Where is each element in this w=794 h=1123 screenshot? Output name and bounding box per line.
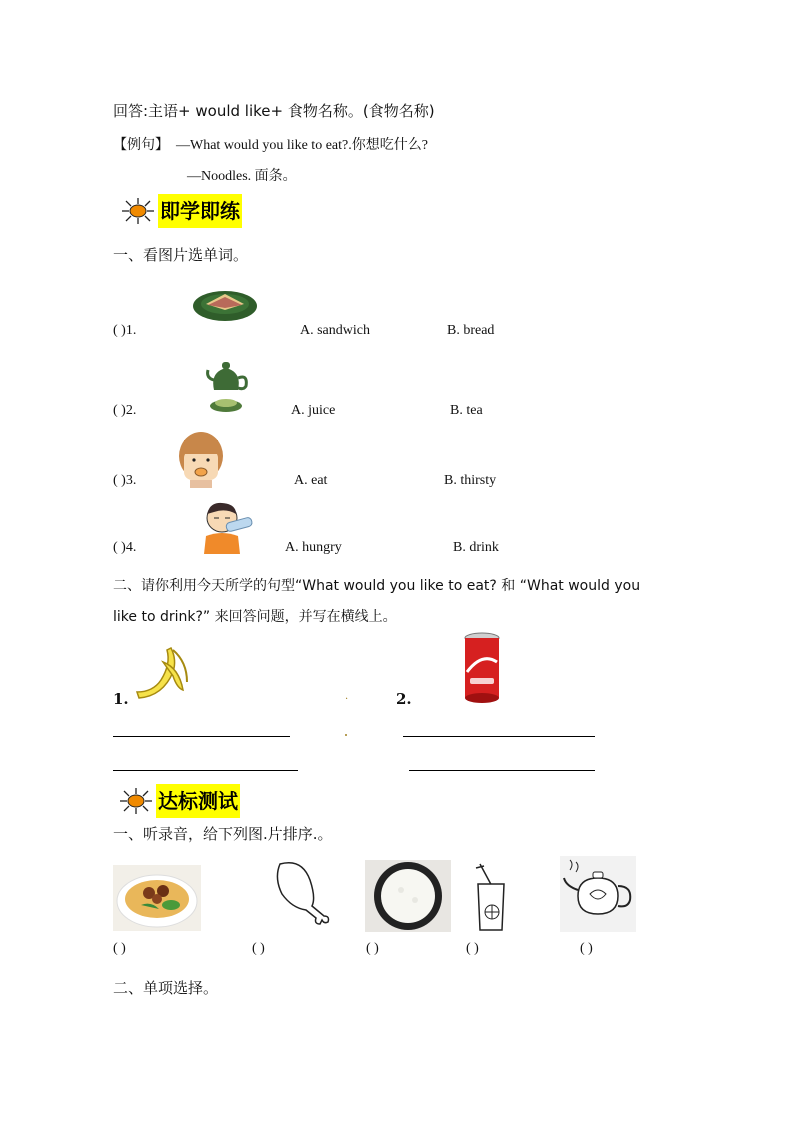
item1-option-a: A. sandwich bbox=[300, 323, 370, 338]
item3-option-b: B. thirsty bbox=[444, 473, 497, 488]
listening-heading: 一、听录音，给下列图.片排序.。 bbox=[113, 825, 333, 843]
order-blank-3[interactable]: ( ) bbox=[366, 941, 379, 956]
item1-number: ( )1. bbox=[113, 323, 137, 338]
section-banner-practice bbox=[118, 194, 242, 228]
grammar-answer-line: 回答:主语+ would like+ 食物名称。(食物名称) bbox=[113, 102, 435, 120]
cola-can-icon bbox=[462, 632, 502, 704]
order-blank-2[interactable]: ( ) bbox=[252, 941, 265, 956]
part2-heading-line2: like to drink?” 来回答问题，并写在横线上。 bbox=[113, 609, 397, 625]
answer-line-1b[interactable] bbox=[113, 770, 298, 771]
item2-number: ( )2. bbox=[113, 403, 137, 418]
girl-eating-icon bbox=[176, 430, 226, 488]
noodles-icon bbox=[113, 865, 201, 931]
stray-dot-mark bbox=[345, 734, 347, 736]
teapot-icon bbox=[204, 358, 250, 414]
section-title-test: 达标测试 bbox=[156, 784, 240, 818]
answer-line-1a[interactable] bbox=[113, 736, 290, 737]
sun-icon bbox=[116, 786, 156, 816]
part2-heading-line1: 二、请你利用今天所学的句型“What would you like to eat? 和 “What would you bbox=[113, 578, 641, 594]
juice-glass-icon bbox=[470, 862, 512, 932]
example-label: 【例句】 bbox=[113, 137, 169, 153]
item4-number: ( )4. bbox=[113, 540, 137, 555]
question2-number: 2. bbox=[396, 690, 412, 708]
item4-option-b: B. drink bbox=[453, 540, 499, 555]
item3-number: ( )3. bbox=[113, 473, 137, 488]
question1-number: 1. bbox=[113, 690, 129, 708]
item1-option-b: B. bread bbox=[447, 323, 495, 338]
item3-option-a: A. eat bbox=[294, 473, 328, 488]
item2-option-b: B. tea bbox=[450, 403, 483, 418]
order-blank-5[interactable]: ( ) bbox=[580, 941, 593, 956]
single-choice-heading: 二、单项选择。 bbox=[113, 979, 219, 997]
boy-drinking-icon bbox=[200, 500, 262, 554]
item4-option-a: A. hungry bbox=[285, 540, 342, 555]
order-blank-4[interactable]: ( ) bbox=[466, 941, 479, 956]
answer-line-2b[interactable] bbox=[409, 770, 595, 771]
order-blank-1[interactable]: ( ) bbox=[113, 941, 126, 956]
sandwich-icon bbox=[192, 288, 258, 322]
section-banner-test bbox=[116, 784, 240, 818]
chicken-leg-icon bbox=[272, 858, 334, 926]
example-answer: —Noodles. 面条。 bbox=[187, 169, 297, 184]
banana-icon bbox=[133, 642, 193, 706]
example-question: —What would you like to eat?.你想吃什么? bbox=[176, 138, 428, 153]
stray-dot: . bbox=[345, 691, 349, 702]
part1-heading: 一、看图片选单词。 bbox=[113, 246, 249, 264]
rice-bowl-icon bbox=[365, 860, 451, 932]
item2-option-a: A. juice bbox=[291, 403, 336, 418]
answer-line-2a[interactable] bbox=[403, 736, 595, 737]
section-title-practice: 即学即练 bbox=[158, 194, 242, 228]
sun-icon bbox=[118, 196, 158, 226]
teapot-outline-icon bbox=[560, 856, 636, 932]
